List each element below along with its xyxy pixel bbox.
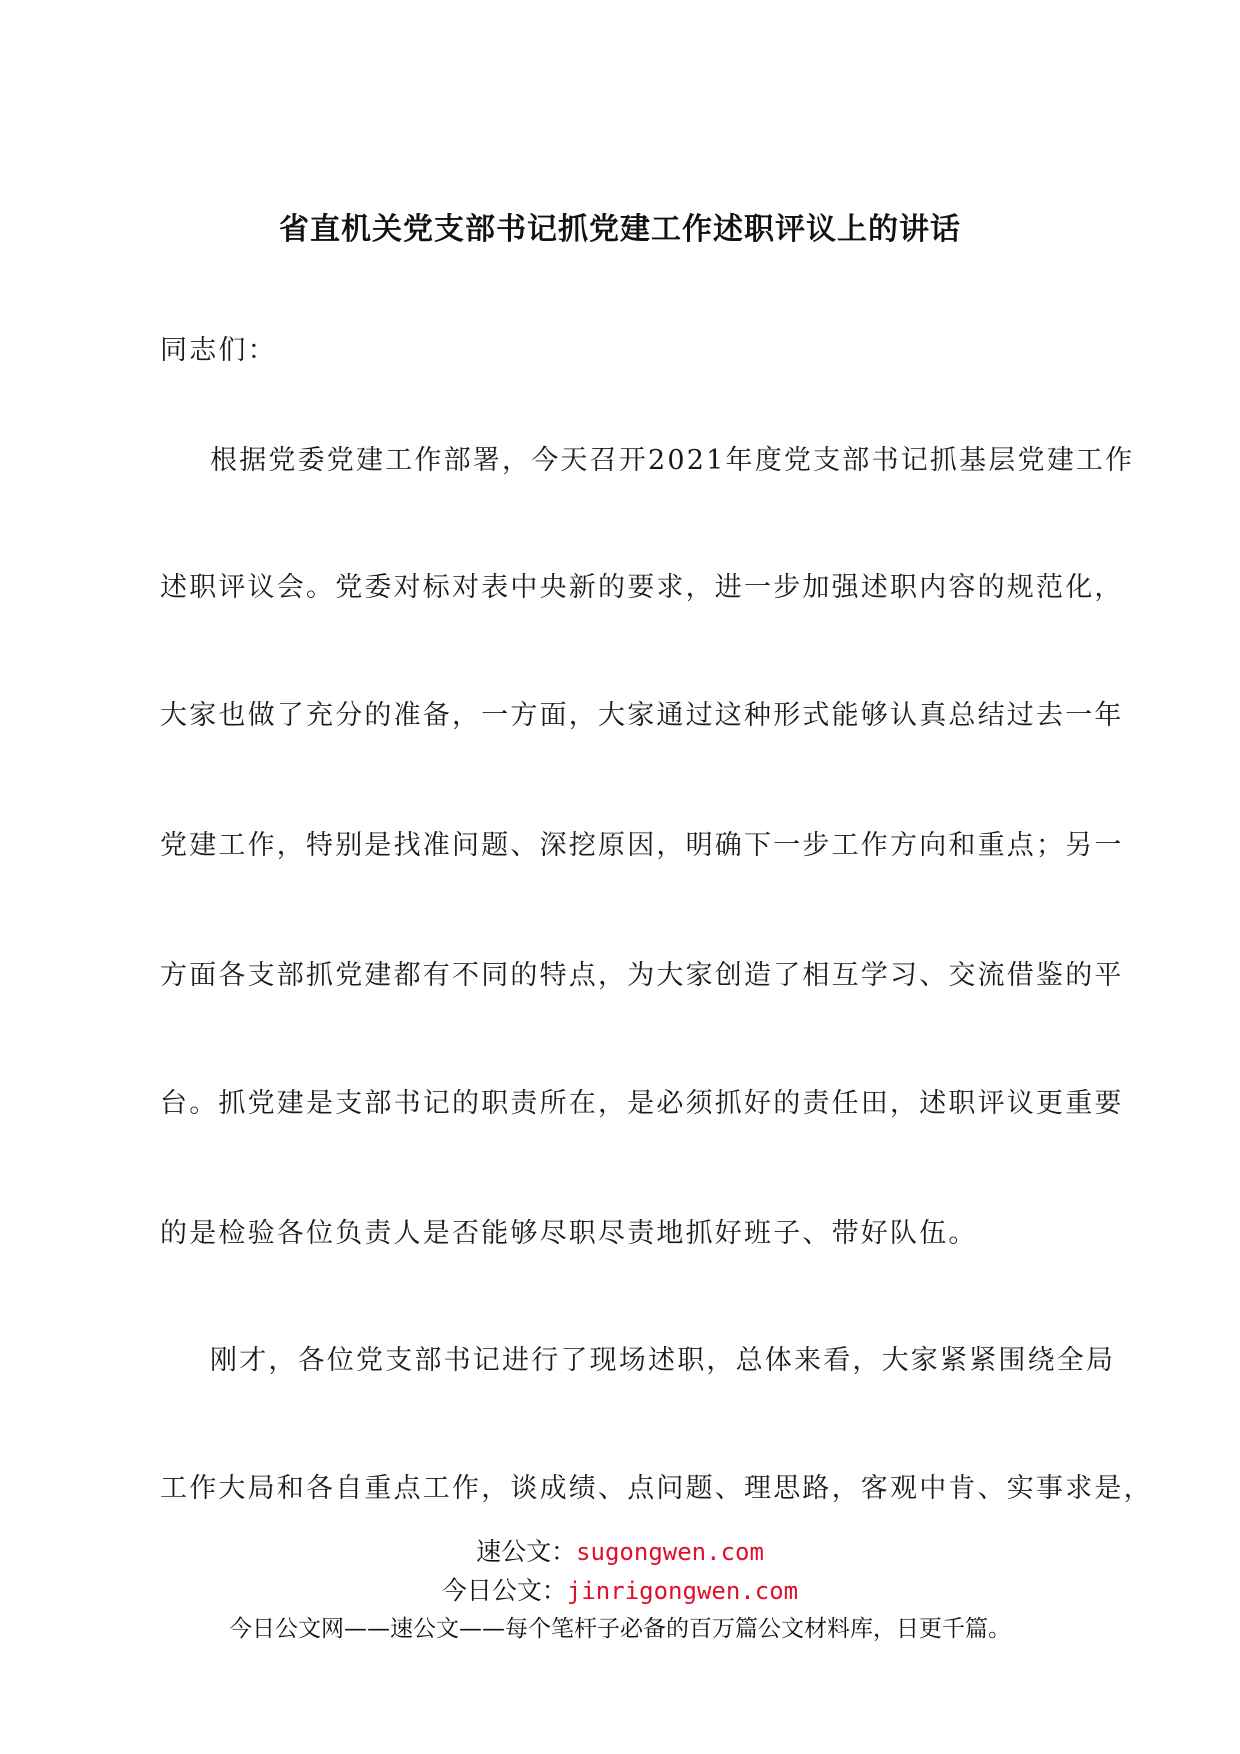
footer-site-1-label: 速公文： [476, 1537, 577, 1566]
footer-site-1-link[interactable]: sugongwen.com [576, 1538, 764, 1566]
footer-site-2 [0, 1575, 1240, 1607]
footer-site-2-link[interactable]: jinrigongwen.com [566, 1577, 799, 1605]
body-line-9: 工作大局和各自重点工作，谈成绩、点问题、理思路，客观中肯、实事求是， [160, 1473, 1153, 1504]
footer-site-1 [0, 1536, 1240, 1568]
body-line-1: 根据党委党建工作部署，今天召开2021年度党支部书记抓基层党建工作 [210, 445, 1135, 476]
body-line-5: 方面各支部抓党建都有不同的特点，为大家创造了相互学习、交流借鉴的平 [160, 960, 1124, 991]
body-line-4: 党建工作，特别是找准问题、深挖原因，明确下一步工作方向和重点；另一 [160, 830, 1124, 861]
body-line-8: 刚才，各位党支部书记进行了现场述职，总体来看，大家紧紧围绕全局 [210, 1345, 1116, 1376]
footer-site-2-label: 今日公文： [441, 1576, 567, 1605]
document-title: 省直机关党支部书记抓党建工作述职评议上的讲话 [279, 212, 961, 247]
body-line-3: 大家也做了充分的准备，一方面，大家通过这种形式能够认真总结过去一年 [160, 700, 1124, 731]
body-line-7: 的是检验各位负责人是否能够尽职尽责地抓好班子、带好队伍。 [160, 1218, 978, 1249]
footer-tagline: 今日公文网——速公文——每个笔杆子必备的百万篇公文材料库，日更千篇。 [229, 1616, 1011, 1642]
salutation: 同志们： [160, 335, 277, 366]
body-line-6: 台。抓党建是支部书记的职责所在，是必须抓好的责任田，述职评议更重要 [160, 1088, 1124, 1119]
body-line-2: 述职评议会。党委对标对表中央新的要求，进一步加强述职内容的规范化， [160, 572, 1124, 603]
